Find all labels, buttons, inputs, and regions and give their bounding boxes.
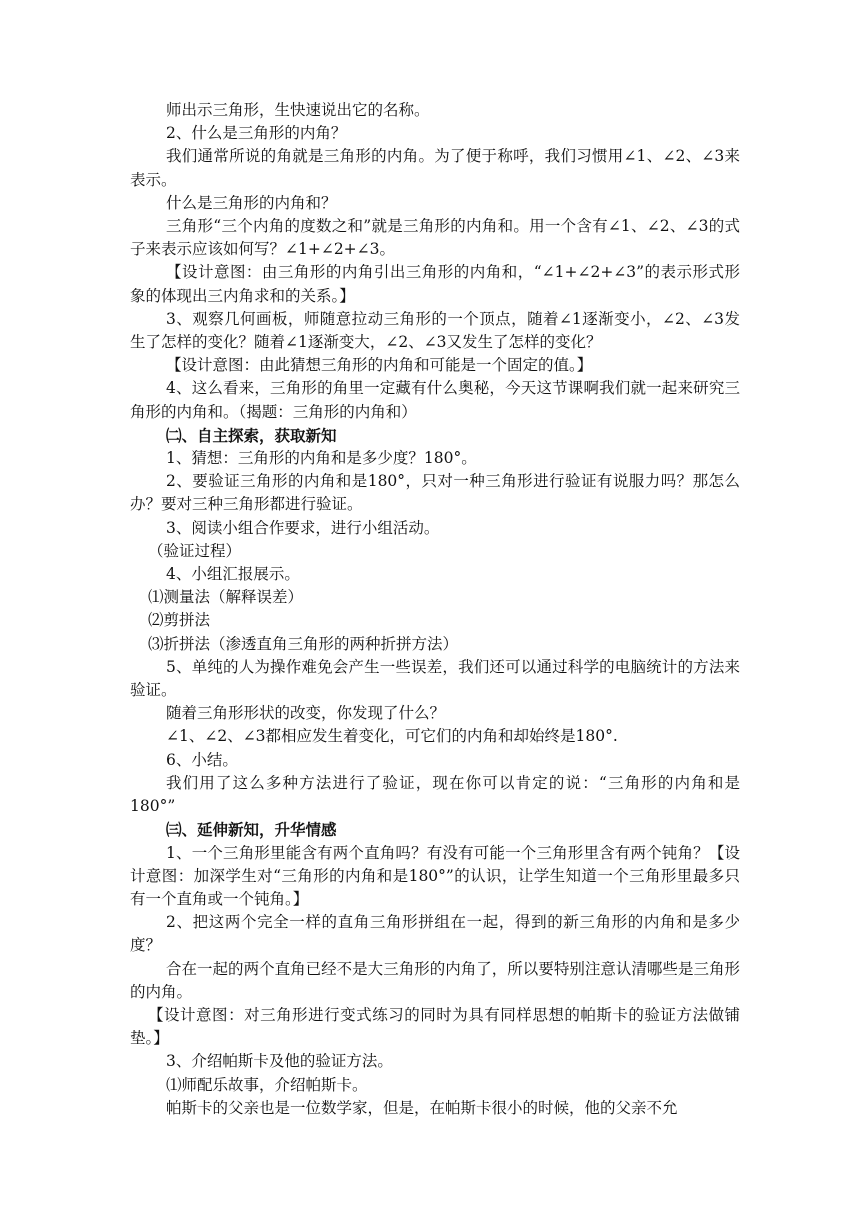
- paragraph: ⑴师配乐故事，介绍帕斯卡。: [166, 1075, 368, 1094]
- paragraph: 师出示三角形，生快速说出它的名称。: [166, 101, 430, 119]
- paragraph: 3、介绍帕斯卡及他的验证方法。: [166, 1052, 393, 1071]
- section-heading: ㈡、自主探索，获取新知: [166, 425, 337, 445]
- design-intent-note: 【设计意图：由此猜想三角形的内角和可能是一个固定的值。】: [166, 356, 593, 375]
- paragraph: 3、阅读小组合作要求，进行小组活动。: [166, 518, 440, 537]
- paragraph: 帕斯卡的父亲也是一位数学家，但是，在帕斯卡很小的时候，他的父亲不允: [166, 1098, 678, 1117]
- paragraph: 3、观察几何画板，师随意拉动三角形的一个顶点，随着∠1逐渐变小，∠2、∠3发生了怎样的变化？随着∠1逐渐变大，∠2、∠3又发生了怎样的变化？: [130, 309, 740, 352]
- paragraph: 合在一起的两个直角已经不是大三角形的内角了，所以要特别注意认清哪些是三角形的内角。: [130, 959, 740, 1001]
- design-intent-note: 【设计意图：对三角形进行变式练习的同时为具有同样思想的帕斯卡的验证方法做铺垫。】: [130, 1005, 740, 1048]
- list-item: ⑶折拼法（渗透直角三角形的两种折拼方法）: [148, 634, 459, 653]
- section-heading: ㈢、延伸新知，升华情感: [166, 820, 337, 840]
- paragraph: 4、这么看来，三角形的角里一定藏有什么奥秘，今天这节课啊我们就一起来研究三角形的内角和。（揭题：三角形的内角和）: [130, 379, 740, 421]
- paragraph: （验证过程）: [148, 541, 242, 560]
- list-item: ⑵剪拼法: [148, 611, 211, 630]
- design-intent-note: 【设计意图：由三角形的内角引出三角形的内角和，“∠1+∠2+∠3”的表示形式形象的体现出三内角求和的关系。】: [130, 263, 740, 305]
- paragraph: 1、猜想：三角形的内角和是多少度？180°。: [166, 449, 477, 468]
- paragraph: 1、一个三角形里能含有两个直角吗？有没有可能一个三角形里含有两个钝角？【设计意图：加深学生对“三角形的内角和是180°”的认识，让学生知道一个三角形里最多只有一个直角或一个钝角。】: [130, 843, 740, 908]
- paragraph: 5、单纯的人为操作难免会产生一些误差，我们还可以通过科学的电脑统计的方法来验证。: [130, 657, 740, 700]
- paragraph: 6、小结。: [166, 750, 238, 769]
- paragraph: 2、什么是三角形的内角？: [166, 124, 347, 143]
- paragraph: 三角形“三个内角的度数之和”就是三角形的内角和。用一个含有∠1、∠2、∠3的式子来表示应该如何写？∠1+∠2+∠3。: [130, 217, 740, 259]
- paragraph: 2、要验证三角形的内角和是180°，只对一种三角形进行验证有说服力吗？那怎么办？要对三种三角形都进行验证。: [130, 472, 740, 514]
- paragraph: 什么是三角形的内角和？: [166, 193, 337, 212]
- document-body: [130, 99, 740, 1120]
- paragraph: 随着三角形形状的改变，你发现了什么？: [166, 704, 446, 723]
- paragraph: 我们用了这么多种方法进行了验证，现在你可以肯定的说：“三角形的内角和是180°”: [130, 773, 740, 816]
- list-item: ⑴测量法（解释误差）: [148, 588, 304, 607]
- paragraph: ∠1、∠2、∠3都相应发生着变化，可它们的内角和却始终是180°.: [166, 727, 618, 746]
- paragraph: 4、小组汇报展示。: [166, 565, 300, 584]
- paragraph: 我们通常所说的角就是三角形的内角。为了便于称呼，我们习惯用∠1、∠2、∠3来表示。: [130, 147, 740, 189]
- paragraph: 2、把这两个完全一样的直角三角形拼组在一起，得到的新三角形的内角和是多少度？: [130, 913, 740, 955]
